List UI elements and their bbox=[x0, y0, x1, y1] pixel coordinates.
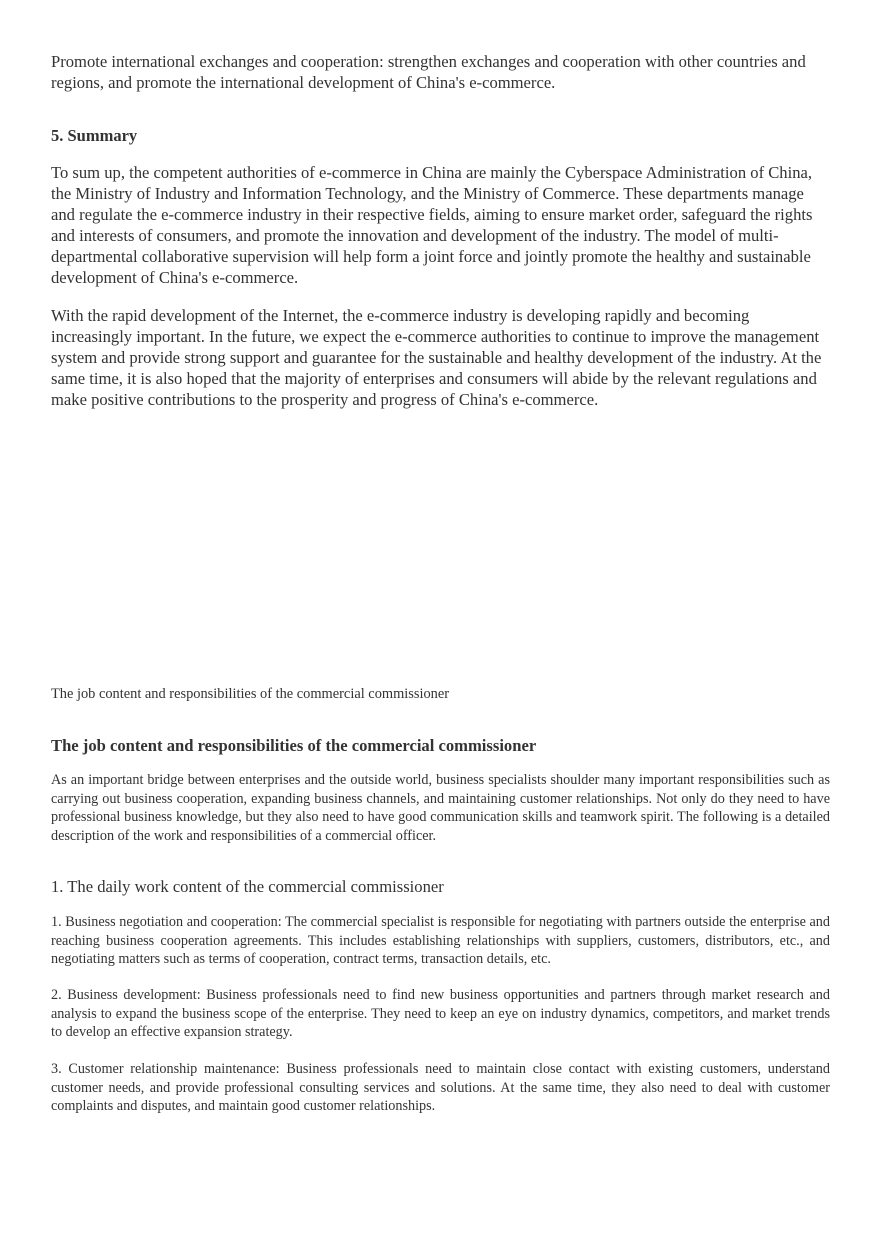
list-item: 1. Business negotiation and cooperation: The commercial specialist is responsible for negotiating with partners outside the enterprise and reaching business cooperation agreements. This includes establishing relationships with suppliers, customers, distributors, etc., and negotiating matters such as terms of cooperation, contract terms, transaction details, etc. bbox=[51, 914, 830, 967]
intl-cooperation-paragraph: Promote international exchanges and cooperation: strengthen exchanges and cooperation with other countries and regions, and promote the international development of China's e-commerce. bbox=[51, 52, 806, 92]
list-item: 3. Customer relationship maintenance: Business professionals need to maintain close contact with existing customers, understand customer needs, and provide professional consulting services and solutions. At the same time, they also need to deal with customer complaints and disputes, and maintain good customer relationships. bbox=[51, 1061, 830, 1114]
summary-paragraph-1: To sum up, the competent authorities of e-commerce in China are mainly the Cyberspace Administration of China, the Ministry of Industry and Information Technology, and the Ministry of Commerce. These departments manage and regulate the e-commerce industry in their respective fields, aiming to ensure market order, safeguard the rights and interests of consumers, and promote the innovation and development of the industry. The model of multi-departmental collaborative supervision will help form a joint force and jointly promote the healthy and sustainable development of China's e-commerce. bbox=[51, 163, 813, 287]
article-intro: As an important bridge between enterprises and the outside world, business specialists shoulder many important responsibilities such as carrying out business cooperation, expanding business channels, and maintaining customer relationships. Not only do they need to have professional business knowledge, but they also need to have good communication skills and teamwork spirit. The following is a detailed description of the work and responsibilities of a commercial officer. bbox=[51, 772, 830, 844]
summary-paragraph-2: With the rapid development of the Internet, the e-commerce industry is developing rapidly and becoming increasingly important. In the future, we expect the e-commerce authorities to continue to improve the management system and provide strong support and guarantee for the sustainable and healthy development of the industry. At the same time, it is also hoped that the majority of enterprises and consumers will abide by the relevant regulations and make positive contributions to the prosperity and progress of China's e-commerce. bbox=[51, 306, 822, 409]
daily-work-heading: 1. The daily work content of the commercial commissioner bbox=[51, 877, 444, 896]
list-item: 2. Business development: Business professionals need to find new business opportunities and partners through market research and analysis to expand the business scope of the enterprise. They need to keep an eye on industry dynamics, competitors, and market trends to develop an effective expansion strategy. bbox=[51, 987, 830, 1040]
summary-heading: 5. Summary bbox=[51, 126, 138, 145]
article-title: The job content and responsibilities of the commercial commissioner bbox=[51, 736, 537, 755]
article-small-title: The job content and responsibilities of the commercial commissioner bbox=[51, 686, 450, 702]
